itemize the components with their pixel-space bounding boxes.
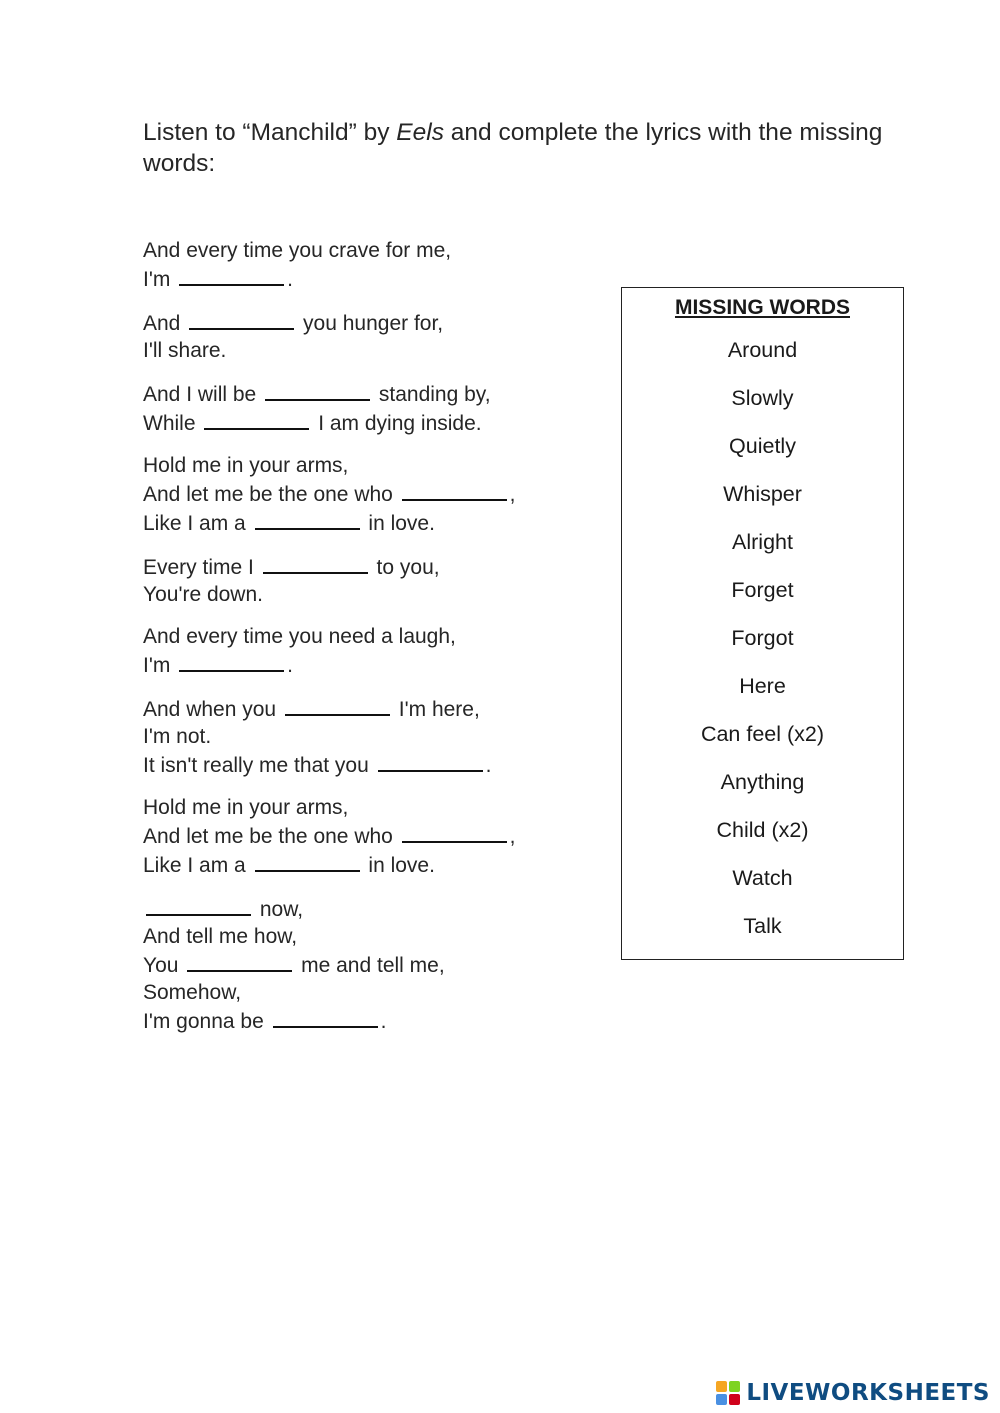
- missing-word: Slowly: [731, 386, 794, 410]
- missing-word: Forget: [731, 578, 794, 602]
- lyric-line: [143, 794, 603, 821]
- lyric-text: Hold me in your arms,: [143, 796, 349, 819]
- lyric-text: .: [287, 268, 294, 291]
- lyric-text: And let me be the one who: [143, 483, 399, 506]
- missing-word: Alright: [732, 530, 793, 554]
- lyric-text: to you,: [370, 556, 440, 579]
- stanza: [143, 552, 603, 608]
- lyric-text: And: [143, 312, 187, 335]
- blank-input[interactable]: [189, 308, 294, 330]
- instructions: [143, 117, 903, 179]
- blank-input[interactable]: [402, 821, 507, 843]
- logo-square: [729, 1394, 740, 1405]
- lyric-line: [143, 821, 603, 850]
- lyric-line: [143, 850, 603, 879]
- lyric-text: While: [143, 412, 202, 435]
- missing-word: Watch: [732, 866, 793, 890]
- lyric-text: And tell me how,: [143, 925, 298, 948]
- stanza: [143, 379, 603, 437]
- lyric-text: And when you: [143, 698, 282, 721]
- lyric-line: [143, 623, 603, 650]
- lyric-line: [143, 264, 603, 293]
- lyric-text: I'm gonna be: [143, 1010, 270, 1033]
- lyric-line: [143, 408, 603, 437]
- brand-logo-icon: [716, 1381, 740, 1405]
- stanza: [143, 452, 603, 537]
- lyric-line: [143, 508, 603, 537]
- lyric-line: [143, 452, 603, 479]
- lyric-text: I'm here,: [392, 698, 480, 721]
- lyric-text: in love.: [362, 854, 435, 877]
- missing-word: Anything: [720, 770, 805, 794]
- blank-input[interactable]: [146, 894, 251, 916]
- lyric-line: [143, 237, 603, 264]
- stanza: [143, 894, 603, 1035]
- blank-input[interactable]: [187, 950, 292, 972]
- missing-word: Around: [727, 338, 798, 362]
- lyric-text: And every time you need a laugh,: [143, 625, 456, 648]
- lyric-line: [143, 979, 603, 1006]
- logo-square: [716, 1381, 727, 1392]
- lyric-text: Somehow,: [143, 981, 242, 1004]
- stanza: [143, 623, 603, 679]
- lyric-text: you hunger for,: [297, 312, 444, 335]
- blank-input[interactable]: [255, 508, 360, 530]
- lyric-text: in love.: [362, 512, 435, 535]
- brand-name: LIVEWORKSHEETS: [746, 1380, 990, 1406]
- lyric-line: [143, 694, 603, 723]
- blank-input[interactable]: [204, 408, 309, 430]
- lyric-line: [143, 723, 603, 750]
- lyric-text: ,: [509, 825, 516, 848]
- logo-square: [729, 1381, 740, 1392]
- missing-word: Can feel (x2): [700, 722, 825, 746]
- lyric-text: I am dying inside.: [312, 412, 482, 435]
- lyric-line: [143, 750, 603, 779]
- lyric-text: now,: [254, 898, 304, 921]
- lyric-text: Like I am a: [143, 854, 252, 877]
- lyric-line: [143, 479, 603, 508]
- lyric-text: Every time I: [143, 556, 260, 579]
- blank-input[interactable]: [285, 694, 390, 716]
- lyric-text: me and tell me,: [295, 954, 445, 977]
- logo-square: [716, 1394, 727, 1405]
- missing-word: Here: [739, 674, 786, 698]
- lyric-text: And I will be: [143, 383, 263, 406]
- lyric-text: I'm: [143, 268, 177, 291]
- instructions-suffix: and complete the lyrics with the missing words:: [143, 119, 883, 177]
- stanza: [143, 308, 603, 364]
- lyric-line: [143, 894, 603, 923]
- missing-words-box: [621, 287, 904, 960]
- lyric-text: And every time you crave for me,: [143, 239, 452, 262]
- lyric-line: [143, 581, 603, 608]
- missing-word: Whisper: [723, 482, 802, 506]
- missing-word: Child (x2): [716, 818, 809, 842]
- blank-input[interactable]: [179, 264, 284, 286]
- lyric-line: [143, 337, 603, 364]
- blank-input[interactable]: [265, 379, 370, 401]
- lyric-text: .: [287, 654, 294, 677]
- lyric-text: I'm not.: [143, 725, 212, 748]
- lyric-line: [143, 1006, 603, 1035]
- stanza: [143, 694, 603, 779]
- blank-input[interactable]: [255, 850, 360, 872]
- lyric-text: I'm: [143, 654, 177, 677]
- instructions-artist: Eels: [396, 119, 444, 146]
- blank-input[interactable]: [263, 552, 368, 574]
- brand: [716, 1379, 990, 1407]
- lyrics: [143, 237, 603, 1050]
- missing-words-title: MISSING WORDS: [674, 296, 850, 319]
- lyric-text: ,: [509, 483, 516, 506]
- lyric-line: [143, 379, 603, 408]
- lyric-text: .: [380, 1010, 387, 1033]
- blank-input[interactable]: [402, 479, 507, 501]
- instructions-prefix: Listen to “Manchild” by: [143, 119, 397, 146]
- lyric-line: [143, 308, 603, 337]
- missing-word: Forgot: [731, 626, 794, 650]
- missing-word: Talk: [743, 914, 782, 938]
- blank-input[interactable]: [273, 1006, 378, 1028]
- lyric-text: I'll share.: [143, 339, 227, 362]
- lyric-text: Like I am a: [143, 512, 252, 535]
- lyric-text: And let me be the one who: [143, 825, 399, 848]
- lyric-text: Hold me in your arms,: [143, 454, 349, 477]
- missing-word: Quietly: [729, 434, 796, 458]
- lyric-line: [143, 950, 603, 979]
- lyric-text: standing by,: [373, 383, 491, 406]
- stanza: [143, 237, 603, 293]
- blank-input[interactable]: [179, 650, 284, 672]
- lyric-text: .: [485, 754, 492, 777]
- lyric-text: You: [143, 954, 185, 977]
- lyric-line: [143, 552, 603, 581]
- blank-input[interactable]: [378, 750, 483, 772]
- lyric-text: It isn't really me that you: [143, 754, 375, 777]
- lyric-line: [143, 650, 603, 679]
- lyric-line: [143, 923, 603, 950]
- lyric-text: You're down.: [143, 583, 263, 606]
- stanza: [143, 794, 603, 879]
